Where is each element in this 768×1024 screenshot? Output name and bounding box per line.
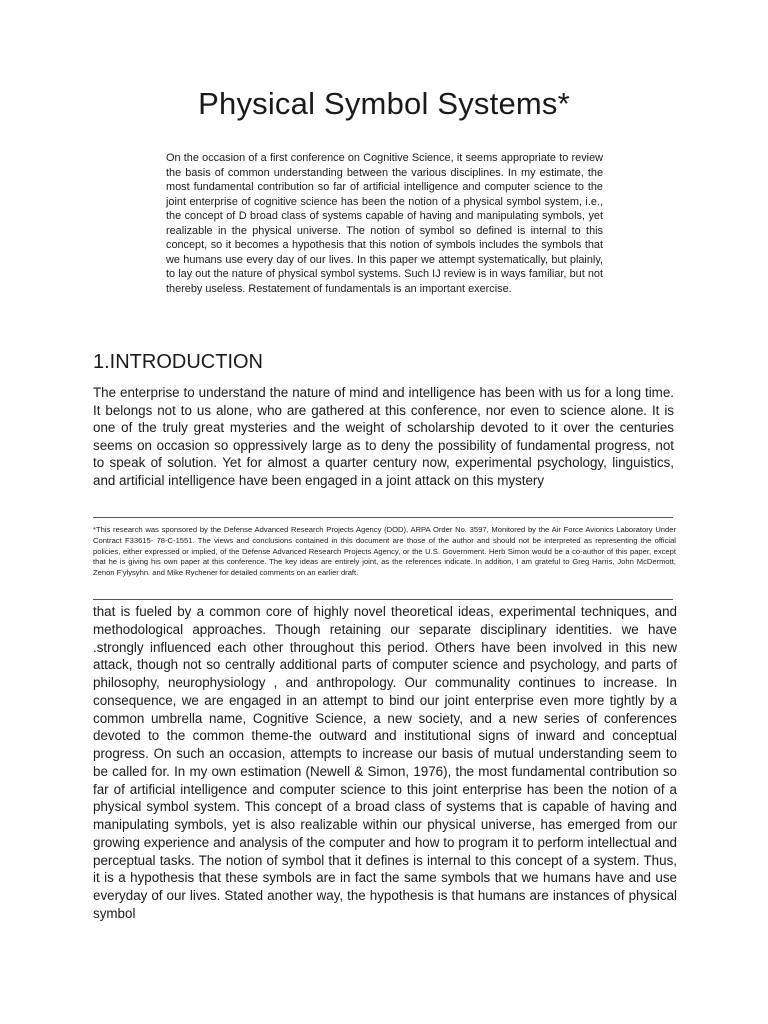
- continuation-paragraph: that is fueled by a common core of highly novel theoretical ideas, experimental techniques, and methodological approaches. Though retaining our separate disciplinary identities. we have .strongly influenced each other throughout this period. Others have been involved in this new attack, though not so centrally additional parts of computer science and psychology, and parts of philosophy, neurophysiology , and anthropology. Our communality continues to increase. In consequence, we are engaged in an attempt to bind our joint enterprise even more tightly by a common umbrella name, Cognitive Science, a new society, and a new series of conferences devoted to the common theme-the outward and institutional signs of inward and conceptual progress. On such an occasion, attempts to increase our basis of mutual understanding seem to be called for. In my own estimation (Newell & Simon, 1976), the most fundamental contribution so far of artificial intelligence and computer science to this joint enterprise has been the notion of a physical symbol system. This concept of a broad class of systems that is capable of having and manipulating symbols, yet is also realizable within our physical universe, has emerged from our growing experience and analysis of the computer and how to program it to perform intellectual and perceptual tasks. The notion of symbol that it defines is internal to this concept of a system. Thus, it is a hypothesis that these symbols are in fact the same symbols that we humans have and use everyday of our lives. Stated another way, the hypothesis is that humans are instances of physical symbol: [93, 604, 677, 921]
- footnote: *This research was sponsored by the Defense Advanced Research Projects Agency (DOD), ARPA Order No. 3597, Monitored by the Air Force Avionics Laboratory Under Contract F33615- 78-C-1551. The views and conclusions contained in this document are those of the author and should not be interpreted as representing the official policies, either expressed or implied, of the Defense Advanced Research Projects Agency, or the U.S. Government. Herb Simon would be a co-author of this paper, except that he is giving his own paper at this conference. The key ideas are entirely joint, as the references indicate. In addition, I am grateful to Greg Harris, John McDermott, Zenon F'ylysyhn. and Mike Rychener for detailed comments on an earlier draft.: [93, 525, 676, 578]
- footnote-divider-bottom: [93, 599, 673, 600]
- paper-title: Physical Symbol Systems*: [198, 86, 570, 121]
- intro-paragraph: The enterprise to understand the nature of mind and intelligence has been with us for a long time. It belongs not to us alone, who are gathered at this conference, nor even to science alone. It is one of the truly great mysteries and the weight of scholarship devoted to it over the centuries seems on occasion so oppressively large as to deny the possibility of fundamental progress, not to speak of solution. Yet for almost a quarter century now, experimental psychology, linguistics, and artificial intelligence have been engaged in a joint attack on this mystery: [93, 385, 674, 488]
- section-heading: 1.INTRODUCTION: [93, 351, 263, 373]
- footnote-divider-top: [93, 517, 673, 518]
- abstract: On the occasion of a first conference on Cognitive Science, it seems appropriate to review the basis of common understanding between the various disciplines. In my estimate, the most fundamental contribution so far of artificial intelligence and computer science to the joint enterprise of cognitive science has been the notion of a physical symbol system, i.e., the concept of D broad class of systems capable of having and manipulating symbols, yet realizable in the physical universe. The notion of symbol so defined is internal to this concept, so it becomes a hypothesis that this notion of symbols includes the symbols that we humans use every day of our lives. In this paper we attempt systematically, but plainly, to lay out the nature of physical symbol systems. Such IJ review is in ways familiar, but not thereby useless. Restatement of fundamentals is an important exercise.: [166, 152, 603, 295]
